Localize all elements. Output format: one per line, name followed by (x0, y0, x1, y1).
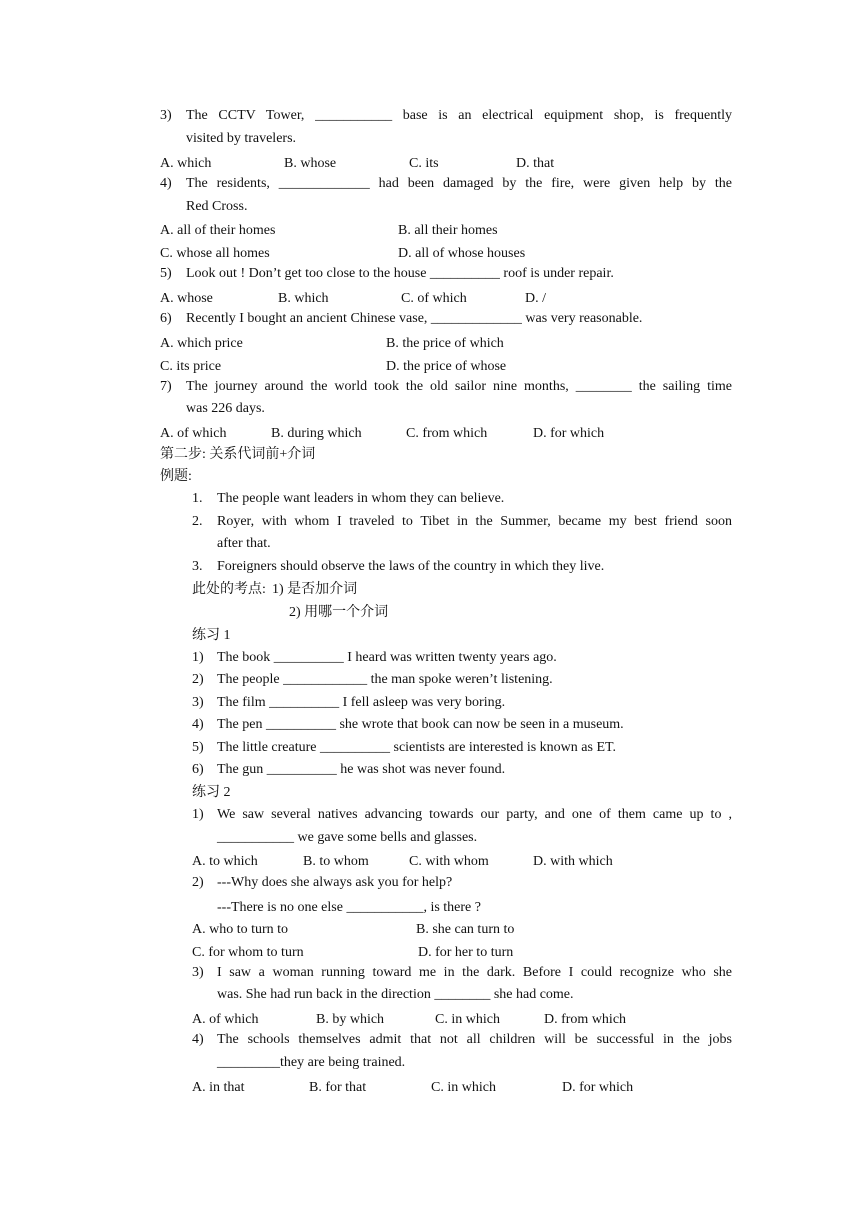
question-text: We saw several natives advancing towards our party, and one of them came up to , (217, 807, 732, 822)
question-number: 3) (192, 965, 204, 980)
option-d: D. with which (533, 854, 613, 869)
option-d: D. for her to turn (418, 945, 514, 960)
option-c: C. in which (435, 1012, 500, 1027)
question-text: was 226 days. (186, 401, 265, 416)
question-text: The journey around the world took the old sailor nine months, ________ the sailing time (186, 379, 732, 394)
question-text: ---There is no one else ___________, is there ? (217, 900, 481, 915)
list-item: The film __________ I fell asleep was very boring. (217, 695, 506, 710)
option-a: A. whose (160, 291, 213, 306)
option-b: B. during which (271, 426, 362, 441)
example-text: Foreigners should observe the laws of the country in which they live. (217, 559, 605, 574)
option-c: C. with whom (409, 854, 489, 869)
example-number: 3. (192, 559, 203, 574)
item-number: 2) (192, 672, 204, 687)
points-label: 此处的考点: (192, 582, 266, 597)
question-text: Recently I bought an ancient Chinese vase, _____________ was very reasonable. (186, 311, 643, 326)
option-b: B. by which (316, 1012, 385, 1027)
practice-label: 练习 2 (192, 785, 231, 800)
question-number: 4) (160, 176, 172, 191)
option-d: D. that (516, 156, 555, 171)
option-c: C. its (409, 156, 439, 171)
option-d: D. from which (544, 1012, 627, 1027)
question-text: ---Why does she always ask you for help? (217, 875, 453, 890)
option-a: A. which price (160, 336, 243, 351)
question-text: I saw a woman running toward me in the dark. Before I could recognize who she (217, 965, 732, 980)
example-text: after that. (217, 536, 271, 551)
list-item: The little creature __________ scientists are interested is known as ET. (217, 740, 617, 755)
option-b: B. all their homes (398, 223, 498, 238)
option-c: C. in which (431, 1080, 496, 1095)
option-a: A. who to turn to (192, 922, 289, 937)
question-text: _________they are being trained. (217, 1055, 406, 1070)
question-text: The CCTV Tower, ___________ base is an electrical equipment shop, is frequently (186, 108, 732, 123)
question-number: 3) (160, 108, 172, 123)
question-text: visited by travelers. (186, 131, 297, 146)
example-number: 1. (192, 491, 203, 506)
example-number: 2. (192, 514, 203, 529)
option-c: C. whose all homes (160, 246, 270, 261)
option-c: C. of which (401, 291, 467, 306)
list-item: The people ____________ the man spoke weren’t listening. (217, 672, 553, 687)
question-number: 6) (160, 311, 172, 326)
option-d: D. for which (533, 426, 605, 441)
option-d: D. all of whose houses (398, 246, 526, 261)
option-a: A. of which (160, 426, 227, 441)
option-b: B. the price of which (386, 336, 504, 351)
option-b: B. whose (284, 156, 337, 171)
question-text: Look out ! Don’t get too close to the house __________ roof is under repair. (186, 266, 614, 281)
question-text: was. She had run back in the direction ________ she had come. (217, 987, 574, 1002)
example-text: The people want leaders in whom they can believe. (217, 491, 505, 506)
option-b: B. which (278, 291, 329, 306)
question-number: 1) (192, 807, 204, 822)
option-a: A. in that (192, 1080, 245, 1095)
option-d: D. / (525, 291, 546, 306)
question-number: 2) (192, 875, 204, 890)
option-d: D. the price of whose (386, 359, 507, 374)
option-d: D. for which (562, 1080, 634, 1095)
option-c: C. from which (406, 426, 488, 441)
option-a: A. all of their homes (160, 223, 276, 238)
point-1: 1) 是否加介词 (272, 582, 358, 597)
item-number: 4) (192, 717, 204, 732)
question-text: The schools themselves admit that not all children will be successful in the jobs (217, 1032, 732, 1047)
question-text: Red Cross. (186, 199, 248, 214)
option-a: A. which (160, 156, 212, 171)
question-text: ___________ we gave some bells and glasses. (217, 830, 478, 845)
list-item: The gun __________ he was shot was never found. (217, 762, 506, 777)
item-number: 3) (192, 695, 204, 710)
item-number: 5) (192, 740, 204, 755)
section-heading: 第二步: 关系代词前+介词 (160, 447, 316, 462)
list-item: The pen __________ she wrote that book can now be seen in a museum. (217, 717, 624, 732)
item-number: 6) (192, 762, 204, 777)
question-number: 4) (192, 1032, 204, 1047)
example-text: Royer, with whom I traveled to Tibet in the Summer, became my best friend soon (217, 514, 732, 529)
option-b: B. to whom (303, 854, 369, 869)
option-c: C. for whom to turn (192, 945, 304, 960)
point-2: 2) 用哪一个介词 (289, 605, 389, 620)
question-number: 5) (160, 266, 172, 281)
question-text: The residents, _____________ had been damaged by the fire, were given help by the (186, 176, 732, 191)
examples-label: 例题: (160, 469, 192, 484)
option-a: A. of which (192, 1012, 259, 1027)
item-number: 1) (192, 650, 204, 665)
practice-label: 练习 1 (192, 628, 231, 643)
option-b: B. she can turn to (416, 922, 515, 937)
question-number: 7) (160, 379, 172, 394)
list-item: The book __________ I heard was written twenty years ago. (217, 650, 557, 665)
option-b: B. for that (309, 1080, 367, 1095)
option-a: A. to which (192, 854, 258, 869)
option-c: C. its price (160, 359, 222, 374)
